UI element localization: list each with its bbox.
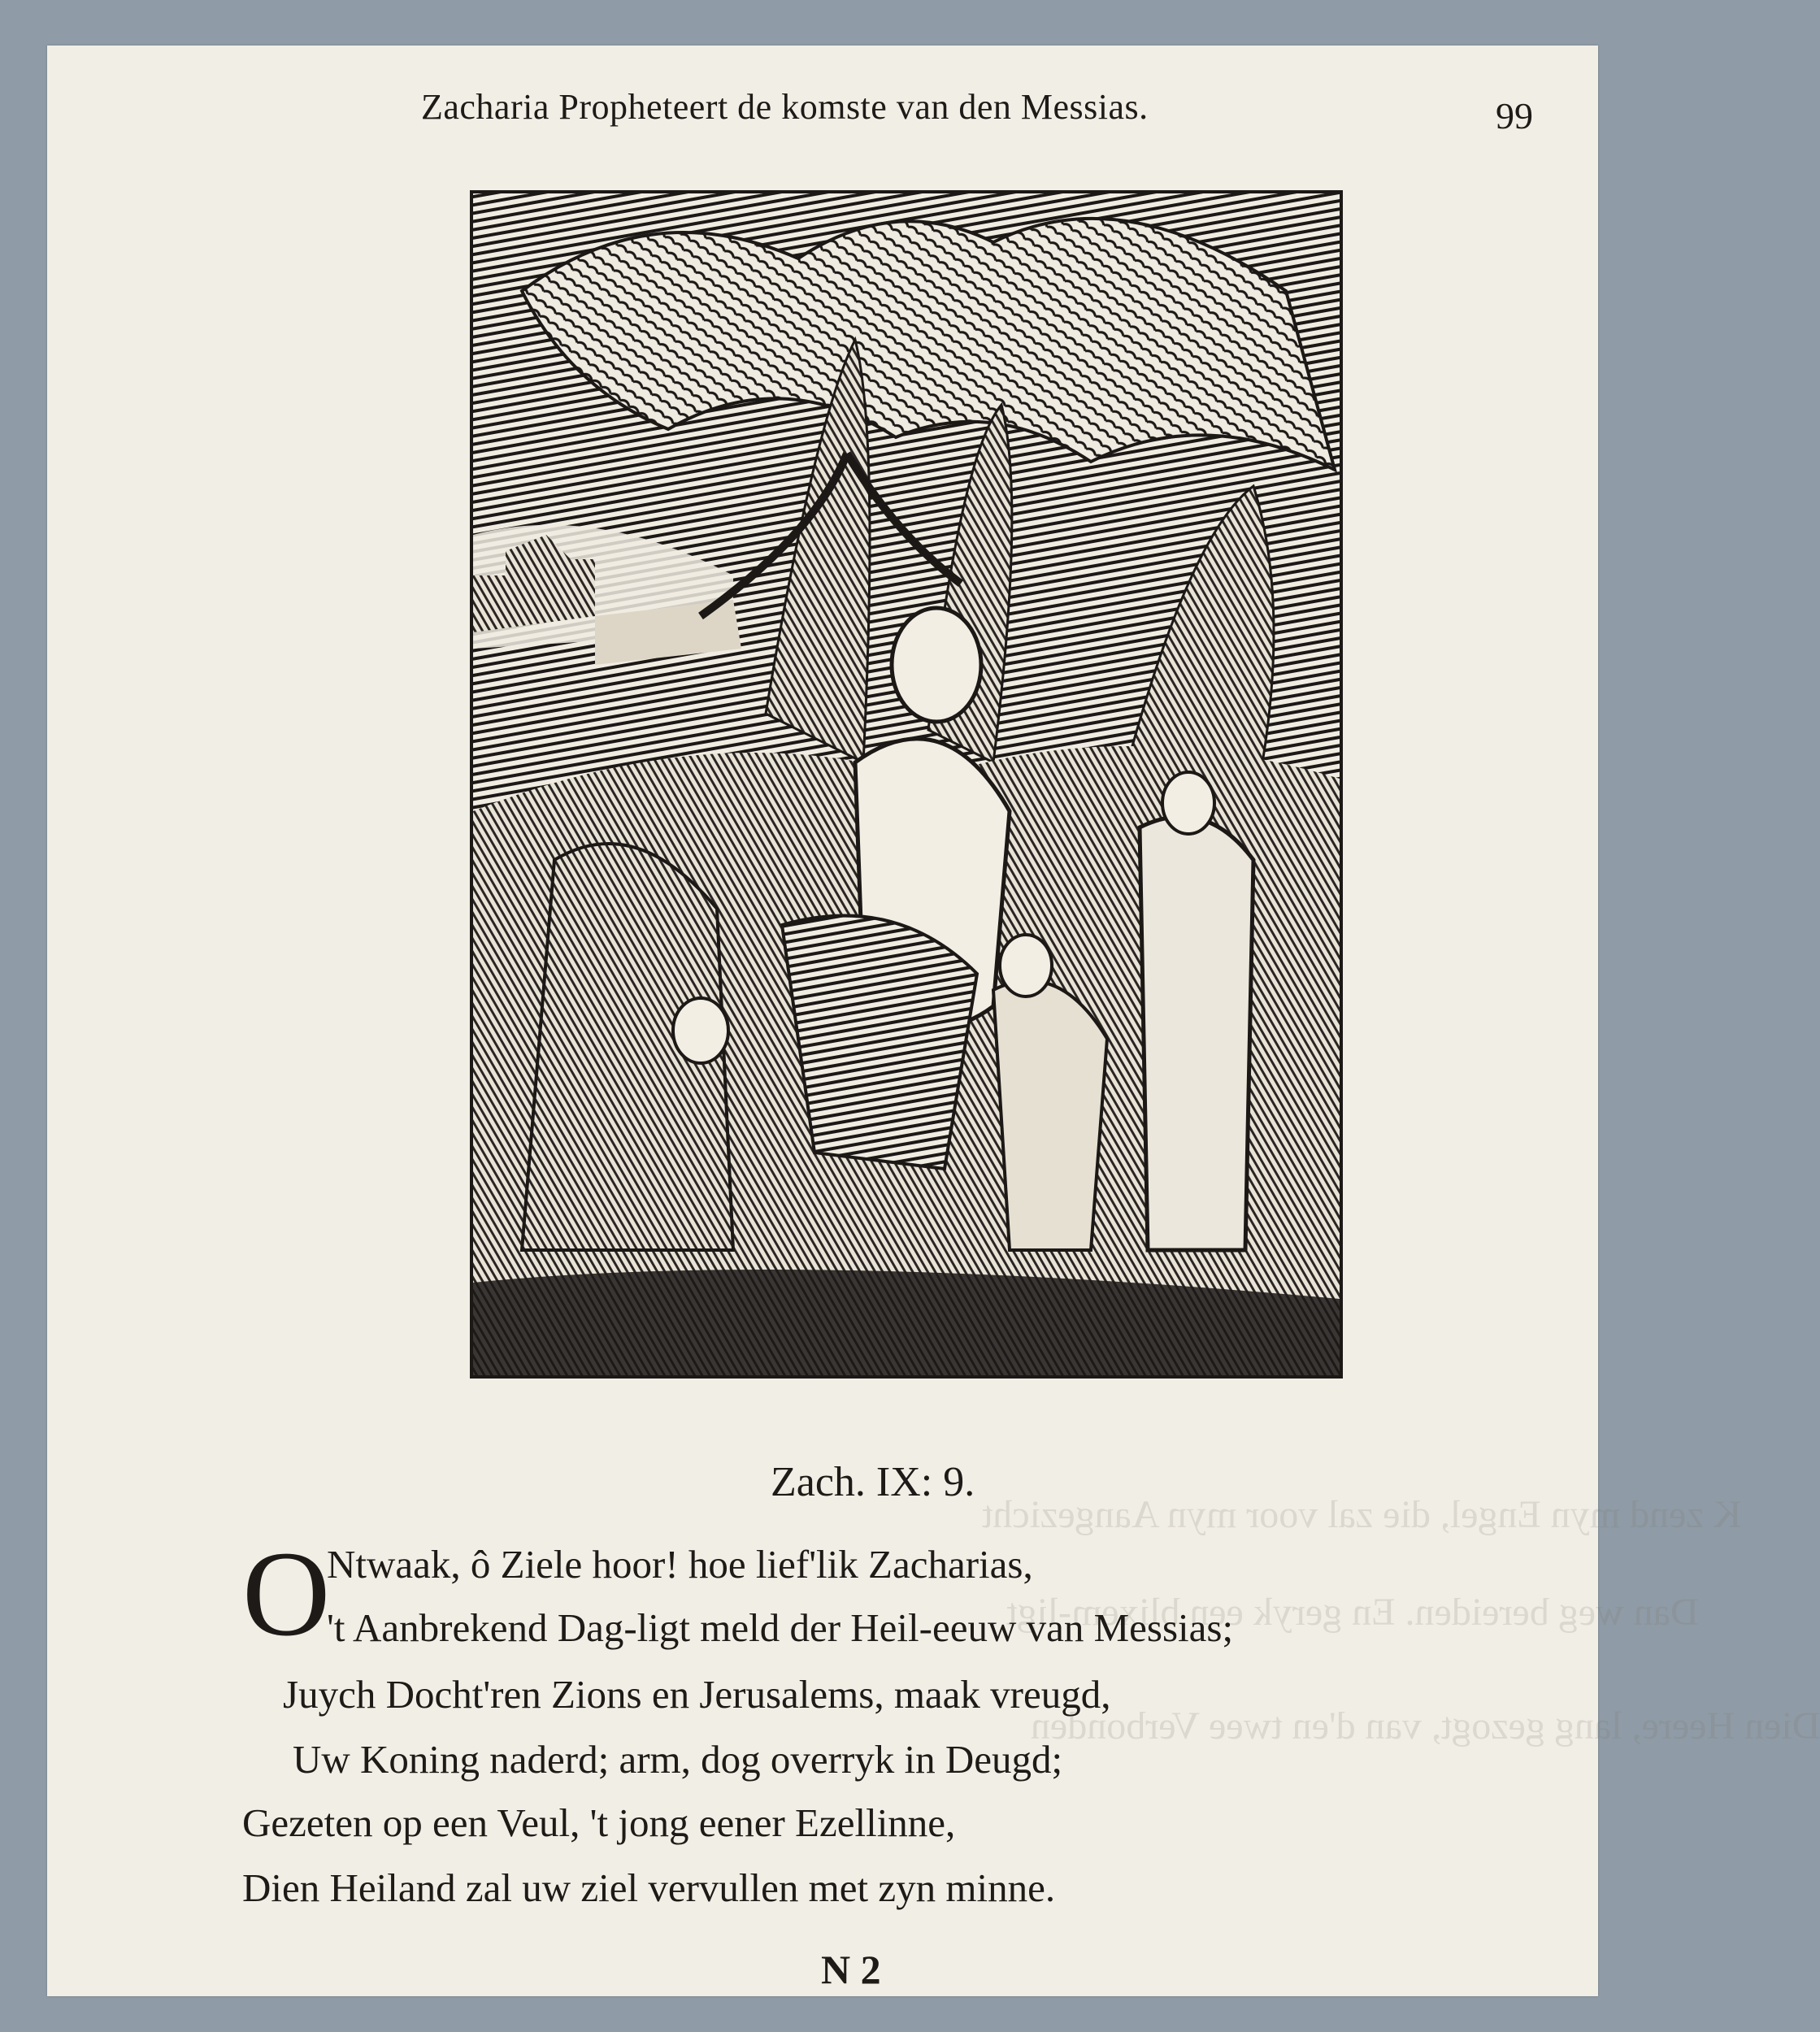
poem-line: Dien Heiland zal uw ziel vervullen met zyn minne.	[242, 1865, 1056, 1910]
show-through-text: Dan weg bereiden. En geryk een blixem-ligt	[1006, 1591, 1699, 1634]
woodcut-illustration	[470, 190, 1343, 1379]
show-through-text: Dien Heere, lang gezogt, van d'en twee Verbonden	[1031, 1704, 1820, 1748]
signature-mark: N 2	[821, 1947, 881, 1992]
poem-line: Juych Docht'ren Zions en Jerusalems, maak vreugd,	[283, 1672, 1111, 1717]
page-number: 99	[1496, 95, 1533, 137]
show-through-text: K zend myn Engel, die zal voor myn Aangezicht	[982, 1493, 1742, 1536]
running-head: Zacharia Propheteert de komste van den Messias.	[421, 87, 1149, 127]
woodcut-image	[473, 193, 1340, 1375]
book-page	[47, 46, 1820, 1996]
scripture-reference: Zach. IX: 9.	[771, 1459, 975, 1505]
poem-line: Gezeten op een Veul, 't jong eener Ezellinne,	[242, 1800, 956, 1845]
drop-cap-initial: O	[242, 1526, 331, 1661]
poem-line: 't Aanbrekend Dag-ligt meld der Heil-eeuw van Messias;	[327, 1605, 1234, 1650]
poem-line: Ntwaak, ô Ziele hoor! hoe lief'lik Zacharias,	[327, 1542, 1033, 1587]
poem-line: Uw Koning naderd; arm, dog overryk in Deugd;	[293, 1737, 1063, 1782]
